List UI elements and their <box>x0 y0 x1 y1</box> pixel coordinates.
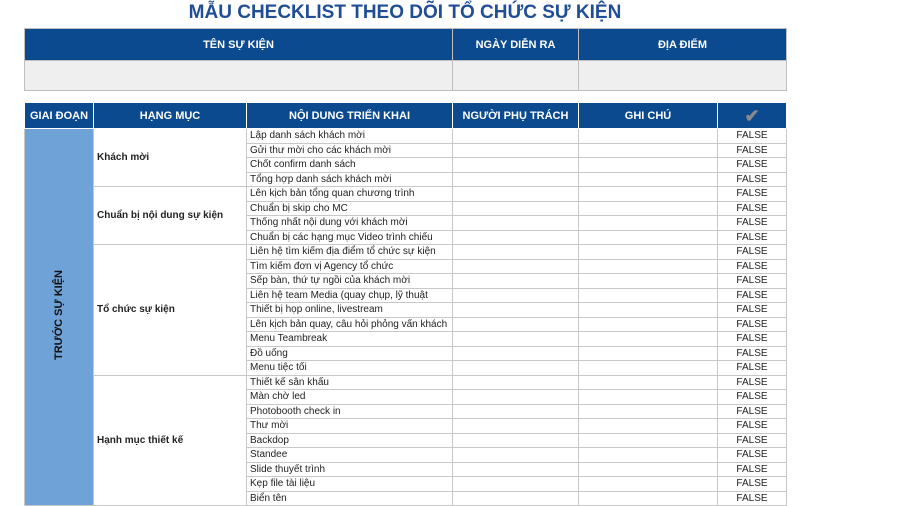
note-cell[interactable] <box>579 390 718 405</box>
status-header <box>718 103 787 129</box>
owner-cell[interactable] <box>453 448 579 463</box>
content-cell[interactable]: Slide thuyết trình <box>247 462 453 477</box>
table-row <box>25 375 787 390</box>
note-cell[interactable] <box>579 317 718 332</box>
owner-cell[interactable] <box>453 332 579 347</box>
owner-cell[interactable] <box>453 245 579 260</box>
table-row <box>25 187 787 202</box>
category-cell: Khách mời <box>94 129 247 187</box>
content-cell[interactable]: Sếp bàn, thứ tự ngồi của khách mời <box>247 274 453 289</box>
note-cell[interactable] <box>579 172 718 187</box>
content-cell[interactable]: Chuẩn bị skip cho MC <box>247 201 453 216</box>
status-cell[interactable]: FALSE <box>718 346 787 361</box>
content-cell[interactable]: Standee <box>247 448 453 463</box>
note-cell[interactable] <box>579 491 718 506</box>
content-cell[interactable]: Liên hệ team Media (quay chụp, lỹ thuật <box>247 288 453 303</box>
status-cell[interactable]: FALSE <box>718 462 787 477</box>
status-cell[interactable]: FALSE <box>718 317 787 332</box>
note-cell[interactable] <box>579 375 718 390</box>
owner-cell[interactable] <box>453 390 579 405</box>
owner-cell[interactable] <box>453 288 579 303</box>
content-cell[interactable]: Kẹp file tài liệu <box>247 477 453 492</box>
content-cell[interactable]: Chuẩn bị các hạng mục Video trình chiếu <box>247 230 453 245</box>
content-cell[interactable]: Thống nhất nội dung với khách mời <box>247 216 453 231</box>
status-cell[interactable]: FALSE <box>718 303 787 318</box>
status-cell[interactable]: FALSE <box>718 158 787 173</box>
status-cell[interactable]: FALSE <box>718 491 787 506</box>
owner-cell[interactable] <box>453 361 579 376</box>
owner-cell[interactable] <box>453 259 579 274</box>
note-cell[interactable] <box>579 477 718 492</box>
status-cell[interactable]: FALSE <box>718 187 787 202</box>
content-cell[interactable]: Tổng hợp danh sách khách mời <box>247 172 453 187</box>
status-cell[interactable]: FALSE <box>718 245 787 260</box>
owner-cell[interactable] <box>453 274 579 289</box>
note-cell[interactable] <box>579 230 718 245</box>
event-date-header: NGÀY DIỄN RA <box>453 29 579 61</box>
owner-header: NGƯỜI PHỤ TRÁCH <box>453 103 579 129</box>
note-cell[interactable] <box>579 158 718 173</box>
note-cell[interactable] <box>579 346 718 361</box>
owner-cell[interactable] <box>453 491 579 506</box>
status-cell[interactable]: FALSE <box>718 216 787 231</box>
owner-cell[interactable] <box>453 201 579 216</box>
status-cell[interactable]: FALSE <box>718 477 787 492</box>
content-cell[interactable]: Backdop <box>247 433 453 448</box>
owner-cell[interactable] <box>453 172 579 187</box>
owner-cell[interactable] <box>453 462 579 477</box>
owner-cell[interactable] <box>453 303 579 318</box>
event-name-header: TÊN SỰ KIỆN <box>25 29 453 61</box>
note-cell[interactable] <box>579 361 718 376</box>
content-cell[interactable]: Thiết bị họp online, livestream <box>247 303 453 318</box>
owner-cell[interactable] <box>453 375 579 390</box>
note-cell[interactable] <box>579 303 718 318</box>
content-cell[interactable]: Màn chờ led <box>247 390 453 405</box>
owner-cell[interactable] <box>453 143 579 158</box>
status-cell[interactable]: FALSE <box>718 288 787 303</box>
status-cell[interactable]: FALSE <box>718 274 787 289</box>
status-cell[interactable]: FALSE <box>718 143 787 158</box>
note-cell[interactable] <box>579 187 718 202</box>
category-cell: Chuẩn bị nội dung sự kiện <box>94 187 247 245</box>
note-cell[interactable] <box>579 143 718 158</box>
status-cell[interactable]: FALSE <box>718 201 787 216</box>
note-cell[interactable] <box>579 259 718 274</box>
checkmark-icon: ✔ <box>744 105 760 126</box>
content-cell[interactable]: Thiết kế sân khấu <box>247 375 453 390</box>
category-cell: Tổ chức sự kiện <box>94 245 247 376</box>
content-cell[interactable]: Tìm kiếm đơn vị Agency tổ chức <box>247 259 453 274</box>
content-cell[interactable]: Lên kịch bản quay, câu hỏi phỏng vấn khách <box>247 317 453 332</box>
content-cell[interactable]: Lên kịch bản tổng quan chương trình <box>247 187 453 202</box>
phase-cell <box>25 129 94 506</box>
note-cell[interactable] <box>579 129 718 144</box>
note-header: GHI CHÚ <box>579 103 718 129</box>
owner-cell[interactable] <box>453 230 579 245</box>
category-header: HẠNG MỤC <box>94 103 247 129</box>
event-date-cell[interactable] <box>453 61 579 91</box>
content-cell[interactable]: Biển tên <box>247 491 453 506</box>
status-cell[interactable]: FALSE <box>718 230 787 245</box>
event-info-table <box>24 28 787 91</box>
table-row <box>25 245 787 260</box>
status-cell[interactable]: FALSE <box>718 404 787 419</box>
owner-cell[interactable] <box>453 317 579 332</box>
note-cell[interactable] <box>579 419 718 434</box>
note-cell[interactable] <box>579 404 718 419</box>
note-cell[interactable] <box>579 448 718 463</box>
event-name-cell[interactable] <box>25 61 453 91</box>
owner-cell[interactable] <box>453 216 579 231</box>
content-cell[interactable]: Chốt confirm danh sách <box>247 158 453 173</box>
checklist-table <box>24 102 787 506</box>
note-cell[interactable] <box>579 288 718 303</box>
content-cell[interactable]: Liên hệ tìm kiếm địa điểm tổ chức sự kiện <box>247 245 453 260</box>
status-cell[interactable]: FALSE <box>718 419 787 434</box>
content-cell[interactable]: Gửi thư mời cho các khách mời <box>247 143 453 158</box>
content-cell[interactable]: Đồ uống <box>247 346 453 361</box>
status-cell[interactable]: FALSE <box>718 433 787 448</box>
category-cell: Hạnh mục thiết kế <box>94 375 247 506</box>
owner-cell[interactable] <box>453 158 579 173</box>
owner-cell[interactable] <box>453 404 579 419</box>
location-header: ĐỊA ĐIỂM <box>579 29 787 61</box>
owner-cell[interactable] <box>453 477 579 492</box>
status-cell[interactable]: FALSE <box>718 332 787 347</box>
owner-cell[interactable] <box>453 129 579 144</box>
note-cell[interactable] <box>579 462 718 477</box>
content-cell[interactable]: Menu tiệc tối <box>247 361 453 376</box>
content-cell[interactable]: Menu Teambreak <box>247 332 453 347</box>
content-header: NỘI DUNG TRIỂN KHAI <box>247 103 453 129</box>
table-row <box>25 129 787 144</box>
location-cell[interactable] <box>579 61 787 91</box>
owner-cell[interactable] <box>453 419 579 434</box>
status-cell[interactable]: FALSE <box>718 259 787 274</box>
checklist-body <box>25 129 787 506</box>
note-cell[interactable] <box>579 216 718 231</box>
owner-cell[interactable] <box>453 187 579 202</box>
phase-header: GIAI ĐOẠN <box>25 103 94 129</box>
note-cell[interactable] <box>579 274 718 289</box>
content-cell[interactable]: Photobooth check in <box>247 404 453 419</box>
content-cell[interactable]: Thư mời <box>247 419 453 434</box>
note-cell[interactable] <box>579 332 718 347</box>
status-cell[interactable]: FALSE <box>718 390 787 405</box>
phase-label: TRƯỚC SỰ KIỆN <box>52 270 65 360</box>
page-title: MẪU CHECKLIST THEO DÕI TỔ CHỨC SỰ KIỆN <box>188 2 622 23</box>
note-cell[interactable] <box>579 433 718 448</box>
owner-cell[interactable] <box>453 433 579 448</box>
status-cell[interactable]: FALSE <box>718 361 787 376</box>
status-cell[interactable]: FALSE <box>718 448 787 463</box>
note-cell[interactable] <box>579 201 718 216</box>
owner-cell[interactable] <box>453 346 579 361</box>
status-cell[interactable]: FALSE <box>718 129 787 144</box>
status-cell[interactable]: FALSE <box>718 172 787 187</box>
note-cell[interactable] <box>579 245 718 260</box>
content-cell[interactable]: Lập danh sách khách mời <box>247 129 453 144</box>
status-cell[interactable]: FALSE <box>718 375 787 390</box>
